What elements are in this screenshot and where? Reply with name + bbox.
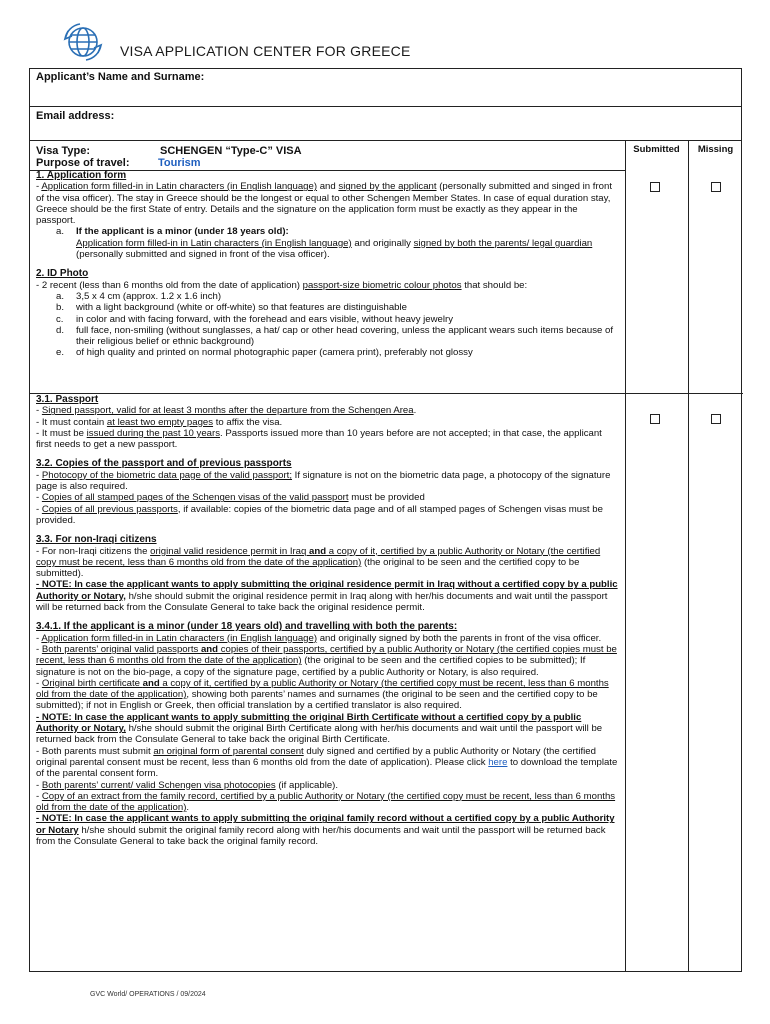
application-form bbox=[29, 68, 742, 972]
missing-header: Missing bbox=[697, 144, 734, 155]
footer-text: GVC World/ OPERATIONS / 09/2024 bbox=[90, 991, 206, 998]
name-row[interactable] bbox=[30, 69, 741, 107]
page-title: VISA APPLICATION CENTER FOR GREECE bbox=[120, 43, 411, 59]
column-divider bbox=[625, 141, 626, 971]
checkbox-submitted-1[interactable] bbox=[650, 182, 660, 192]
checkbox-missing-1[interactable] bbox=[711, 182, 721, 192]
globe-icon bbox=[60, 19, 106, 65]
name-label: Applicant’s Name and Surname: bbox=[36, 71, 205, 83]
checkbox-missing-2[interactable] bbox=[711, 414, 721, 424]
column-divider bbox=[688, 141, 689, 971]
section-heading: 3.2. Copies of the passport and of previous passports bbox=[36, 458, 292, 470]
purpose-value: Tourism bbox=[158, 157, 201, 169]
section-heading: 2. ID Photo bbox=[36, 268, 89, 280]
checkbox-submitted-2[interactable] bbox=[650, 414, 660, 424]
section-1-2: 1. Application form - Application form filled-in in Latin characters (in English language) and signed by the applicant (personally submitted and singed in front of the visa officer). The stay in Greece should be the longest or equal to other Schengen Member States. In case of equal duration stay, Greece should be the first State of entry. Details and the signature on the application form must be exactly as they appear in the passport. a. If the applicant is a minor (under 18 years old): Application form filled-in in Latin characters (in English language) and originally signed by both the parents/ legal guardian (personally submitted and signed in front of the visa officer). 2. ID Photo - 2 recent (less than 6 months old from the date of application) passport-size biometric colour photos that should be: a. 3,5 x 4 cm (approx. 1.2 x 1.6 inch) b. with a light background (white or off-white) so that features are distinguishable c. in color and with facing forward, with the forehead and ears visible, without heavy jewelry d. full face, non-smiling (without sunglasses, a hat/ cap or other head covering, unless the applicant wears such items because of their religious belief or ethnic background) e. of high quality and printed on normal photographic paper (camera print), preferably not glossy bbox=[36, 170, 619, 359]
section-heading: 3.1. Passport bbox=[36, 394, 99, 405]
email-row[interactable] bbox=[30, 107, 741, 141]
section-heading: 3.3. For non-Iraqi citizens bbox=[36, 534, 157, 546]
purpose-label: Purpose of travel: bbox=[36, 157, 130, 169]
section-heading: 3.4.1. If the applicant is a minor (under 18 years old) and travelling with both the parents: bbox=[36, 621, 458, 633]
submitted-header: Submitted bbox=[633, 144, 680, 155]
consent-template-link[interactable]: here bbox=[488, 756, 508, 768]
section-3: 3.1. Passport - Signed passport, valid for at least 3 months after the departure from the Schengen Area. - It must contain at least two empty pages to affix the visa. - It must be issued during the past 10 years. Passports issued more than 10 years before are not accepted; in that case, the applicant first needs to get a new passport. 3.2. Copies of the passport and of previous passports - Photocopy of the biometric data page of the valid passport; If signature is not on the biometric data page, a photocopy of the signature page is also required. - Copies of all stamped pages of the Schengen visas of the valid passport must be provided - Copies of all previous passports, if available: copies of the biometric data page and of all stamped pages of Schengen visas must be provided. 3.3. For non-Iraqi citizens - For non-Iraqi citizens the original valid residence permit in Iraq and a copy of it, certified by a public Authority or Notary (the certified copy must be recent, less than 6 months old from the date of the application) (the original to be seen and the certified copy to be submitted). - NOTE: In case the applicant wants to apply submitting the original residence permit in Iraq without a certified copy by a public Authority or Notary, h/she should submit the original residence permit in Iraq along with her/his documents and wait until the passport will be returned back from the Consulate General to take back the original residence permit. 3.4.1. If the applicant is a minor (under 18 years old) and travelling with both the parents: - Application form filled-in in Latin characters (in English language) and originally signed by both the parents in front of the visa officer. - Both parents’ original valid passports and copies of their passports, certified by a public Authority or Notary (the certified copies must be recent, less than 6 months old from the date of the application) (the original to be seen and the certified copies to be submitted); If signature is not on the bio-page, a copy of the signature page, certified by a public Authority or Notary, is also required. - Original birth certificate and a copy of it, certified by a public Authority or Notary (the certified copy must be recent, less than 6 months old from the date of the application), showing both parents’ names and surnames (the original to be seen and the certified copy to be submitted); if not in English or Greek, then official translation by a certified translator is also required. - NOTE: In case the applicant wants to apply submitting the original Birth Certificate without a certified copy by a public Authority or Notary, h/she should submit the original Birth Certificate along with her/his documents and wait until the passport will be returned back from the Consulate General to take back the original Birth Certificate. - Both parents must submit an original form of parental consent duly signed and certified by a public Authority or Notary (the certified original parental consent must be recent, less than 6 months old from the date of application). Please click here to download the template of the parental consent form. - Both parents’ current/ valid Schengen visa photocopies (if applicable). - Copy of an extract from the family record, certified by a public Authority or Notary (the certified copy must be recent, less than 6 months old from the date of the application). - NOTE: In case the applicant wants to apply submitting the original family record without a certified copy by a public Authority or Notary h/she should submit the original family record along with her/his documents and wait until the passport will be returned back from the Consulate General to take back the original family record. bbox=[36, 394, 618, 847]
visa-type-value: SCHENGEN “Type-C” VISA bbox=[160, 145, 302, 157]
visa-type-label: Visa Type: bbox=[36, 145, 91, 157]
section-heading: 1. Application form bbox=[36, 170, 127, 181]
email-label: Email address: bbox=[36, 110, 115, 122]
